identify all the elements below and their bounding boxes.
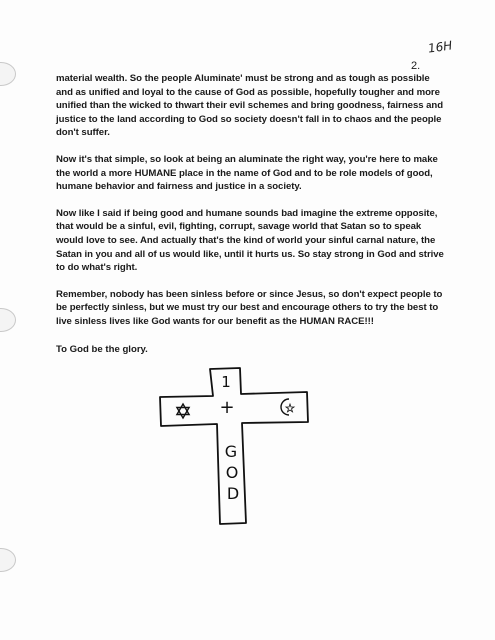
punch-hole-top — [0, 62, 16, 86]
cross-letter-d: D — [226, 484, 240, 503]
cross-top-number: 1 — [221, 373, 231, 391]
page-number: 2. — [411, 60, 421, 72]
crescent-star-icon — [281, 399, 294, 415]
cross-drawing — [155, 365, 315, 525]
punch-hole-middle — [0, 308, 16, 332]
paragraph-1: material wealth. So the people Aluminate' must be strong and as tough as possible and as unified and loyal to the cause of God as possible, hopefully tougher and more unified than the wicked to thwart their evil schemes and bring goodness, fairness and justice to the land according to God so society doesn't fall in to chaos and the people don't suffer. — [56, 73, 444, 139]
paragraph-4: Remember, nobody has been sinless before or since Jesus, so don't expect people to be perfectly sinless, but we must try our best and encourage others to try the best to live sinless lives like God wants for our benefit as the HUMAN RACE!!! — [56, 288, 443, 327]
closing-line: To God be the glory. — [56, 344, 148, 355]
paragraph-3: Now like I said if being good and humane sounds bad imagine the extreme opposite, that would be a sinful, evil, fighting, corrupt, savage world that Satan so to speak would love to see. And actually that's the kind of world your sinful carnal nature, the Satan in you and all of us would like, until it hurts us. So stay strong in God and strive to do what's right. — [56, 207, 444, 274]
punch-hole-bottom — [0, 548, 16, 572]
star-of-david-icon — [177, 404, 189, 418]
cross-letter-o: O — [225, 463, 239, 482]
paragraph-2: Now it's that simple, so look at being an aluminate the right way, you're here to make the world a more HUMANE place in the name of God and to be role models of good, humane behavior and fairness and justice in a society. — [56, 153, 438, 193]
body-text — [56, 72, 448, 342]
cross-center-mark: + — [219, 397, 235, 418]
handwritten-page-mark: 16H — [427, 38, 454, 56]
cross-letter-g: G — [224, 442, 238, 461]
